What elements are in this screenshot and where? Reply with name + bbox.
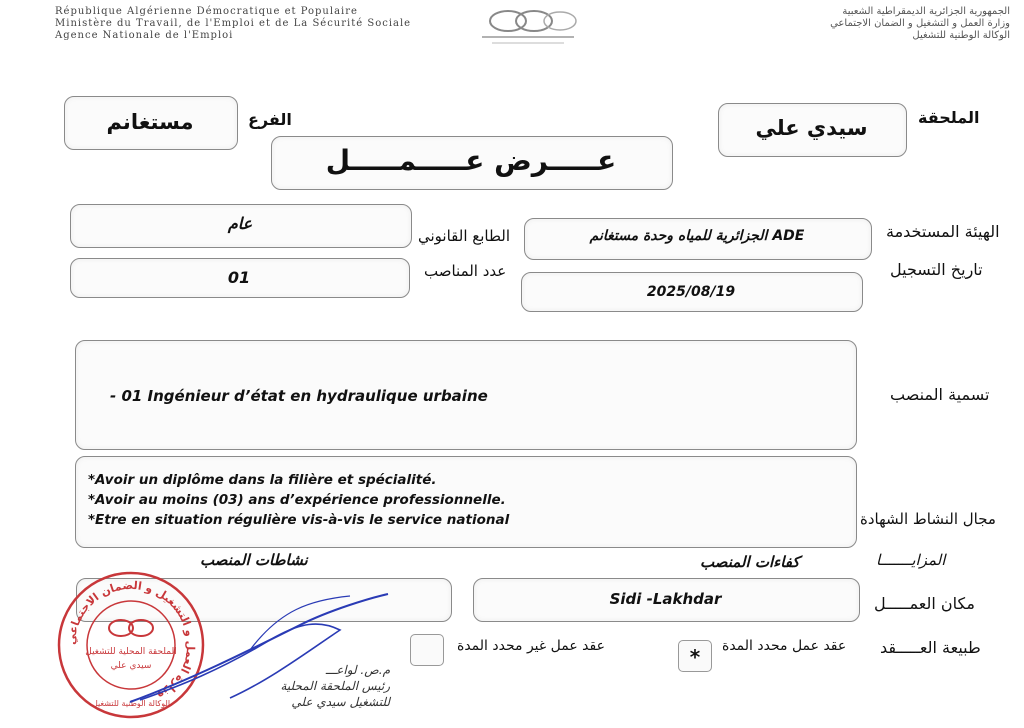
requirement-item: *Avoir au moins (03) ans d’expérience professionnelle. <box>88 492 506 508</box>
signature-block <box>240 662 390 710</box>
branch-label: الفرع <box>248 110 292 129</box>
contract-type-label: طبيعة العـــــقد <box>880 638 981 657</box>
header-fr <box>55 6 455 42</box>
activity-label: مجال النشاط الشهادة <box>860 510 996 528</box>
workplace-value: Sidi -Lakhdar <box>609 590 722 608</box>
branch-value: مستغانم <box>106 110 194 134</box>
fixed-term-contract-checkbox[interactable]: * <box>678 640 712 672</box>
requirement-item: *Etre en situation régulière vis-à-vis le service national <box>88 512 510 528</box>
stamp-ring-text: وزارة العمل و التشغيل و الضمان الاجتماعي <box>64 578 198 704</box>
agency-value: سيدي علي <box>755 116 868 140</box>
header-ar-line3: الوكالة الوطنية للتشغيل <box>912 30 1010 41</box>
job-title-value: - 01 Ingénieur d’état en hydraulique urbaine <box>110 387 488 405</box>
stamp-inner-text-1: الملحقة المحلية للتشغيل <box>85 647 177 657</box>
workplace-label: مكان العمـــــل <box>874 594 975 613</box>
anem-logo <box>468 4 588 48</box>
fixed-term-contract-label: عقد عمل محدد المدة <box>722 638 847 654</box>
stamp-inner-text-2: سيدي علي <box>110 661 152 671</box>
agency-label: الملحقة <box>918 108 980 127</box>
header-ar-line1: الجمهورية الجزائرية الديمقراطية الشعبية <box>842 6 1010 17</box>
registration-date-value: 2025/08/19 <box>646 284 736 300</box>
header-fr-line3: Agence Nationale de l'Emploi <box>55 30 234 41</box>
permanent-contract-checkbox[interactable] <box>410 634 444 666</box>
activities-label: نشاطات المنصب <box>200 551 308 569</box>
signature-line1: م.ص. لواعـــ <box>325 663 390 677</box>
header-ar-line2: وزارة العمل و التشغيل و الضمان الاجتماعي <box>830 18 1010 29</box>
employer-value: ADE الجزائرية للمياه وحدة مستغانم <box>589 228 805 244</box>
header-ar <box>600 6 1010 42</box>
job-title-label: تسمية المنصب <box>890 385 990 404</box>
benefits-label: المزايـــــــا <box>876 551 946 569</box>
signature-line2: رئيس الملحقة المحلية <box>280 679 390 693</box>
header-fr-line2: Ministère du Travail, de l'Emploi et de La Sécurité Sociale <box>55 18 412 29</box>
competencies-label: كفاءات المنصب <box>700 553 800 571</box>
requirement-item: *Avoir un diplôme dans la filière et spécialité. <box>88 472 437 488</box>
header-fr-line1: République Algérienne Démocratique et Populaire <box>55 6 358 17</box>
registration-date-label: تاريخ التسجيل <box>890 260 983 279</box>
requirements-list <box>88 470 509 530</box>
employer-label: الهيئة المستخدمة <box>886 222 1000 241</box>
permanent-contract-label: عقد عمل غير محدد المدة <box>457 638 605 654</box>
positions-count-value: 01 <box>227 268 251 287</box>
signature-line3: للتشغيل سيدي علي <box>291 695 390 709</box>
legal-status-value: عام <box>227 214 253 233</box>
positions-count-label: عدد المناصب <box>424 262 507 280</box>
stamp-bottom-text: الوكالة الوطنية للتشغيل <box>91 699 171 708</box>
page-title: عـــــرض عـــــمـــــل <box>325 144 617 177</box>
legal-status-label: الطابع القانوني <box>418 227 511 245</box>
